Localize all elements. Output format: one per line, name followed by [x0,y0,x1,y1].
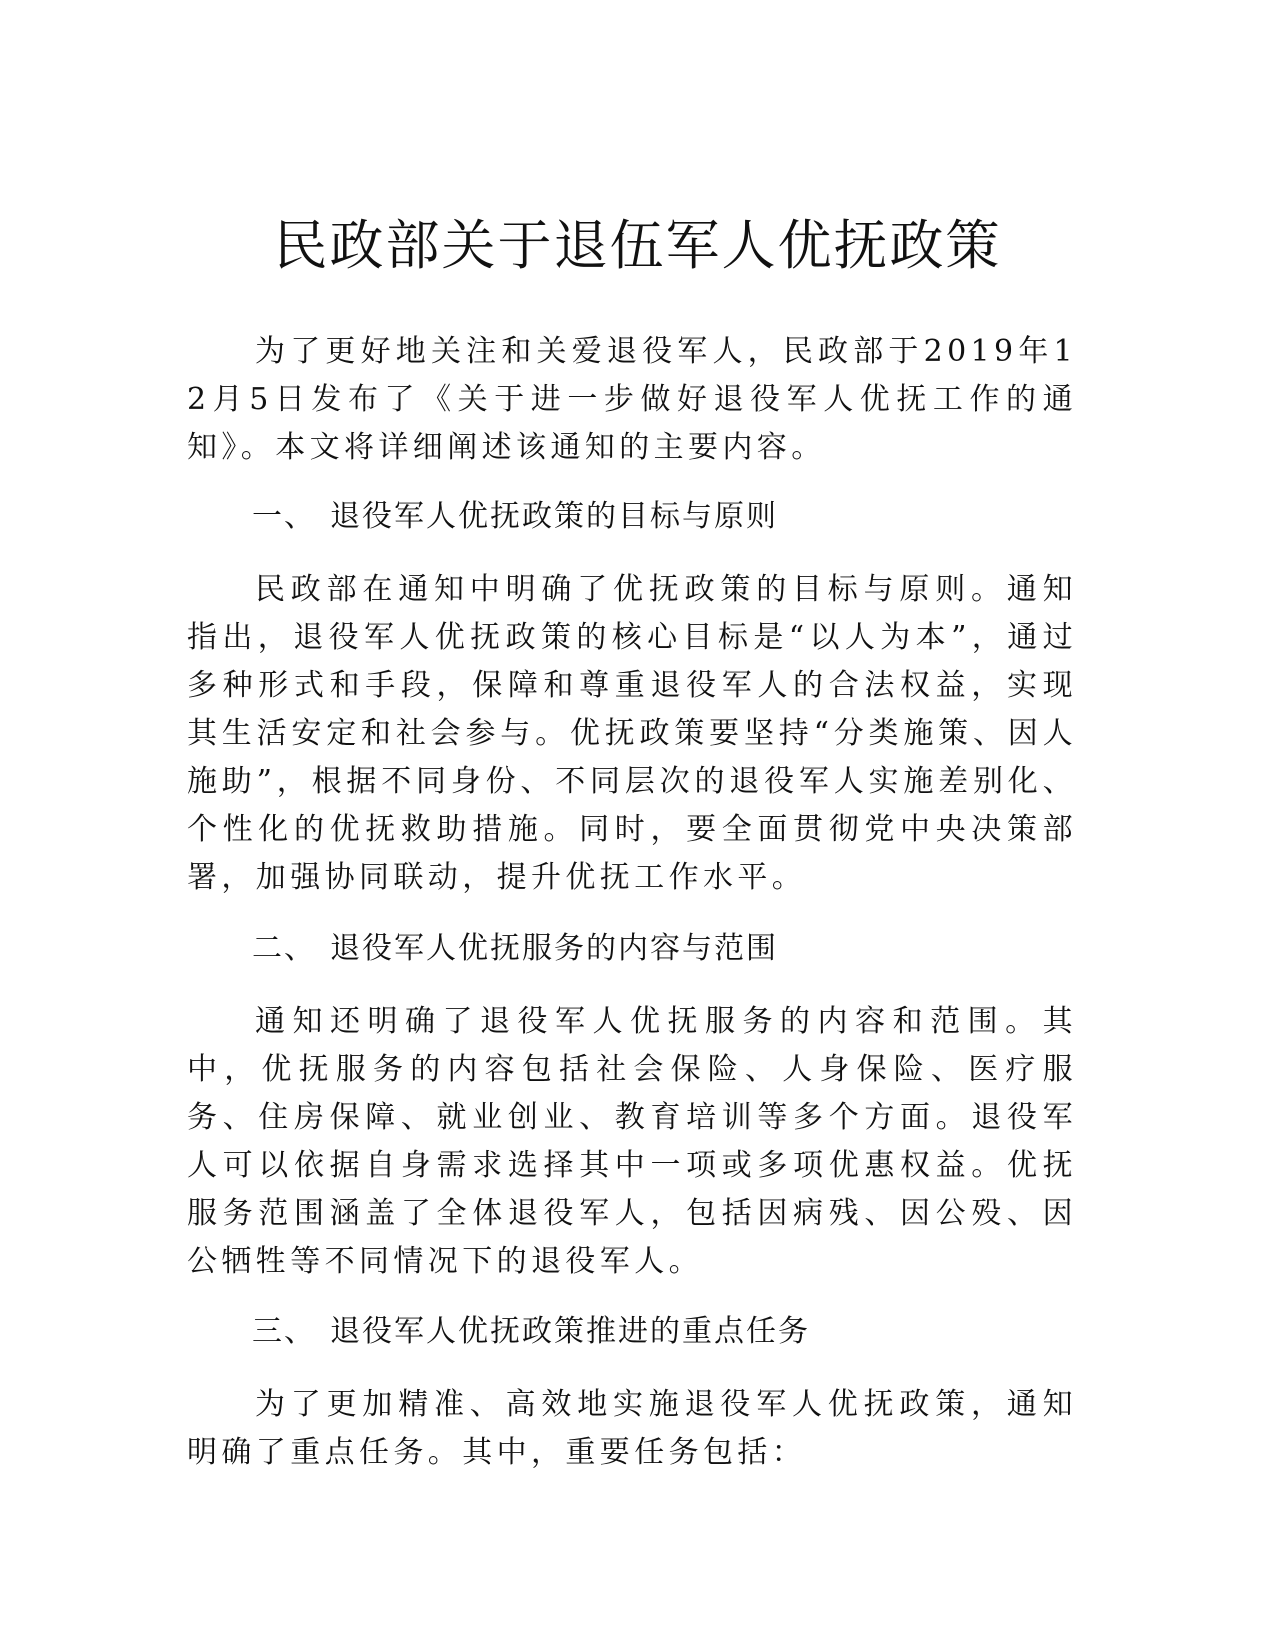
document-title: 民政部关于退伍军人优抚政策 [273,214,1002,277]
section-heading-text-1: 退役军人优抚政策的目标与原则 [330,499,778,534]
intro-paragraph: 为了更好地关注和关爱退役军人，民政部于2019年12月5日发布了《关于进一步做好退役军人优抚工作的通知》。本文将详细阐述该通知的主要内容。 [187,334,1077,465]
section-heading-2 [252,925,1072,973]
section-number-1: 一、 [252,499,316,534]
section-paragraph-3: 为了更加精准、高效地实施退役军人优抚政策，通知明确了重点任务。其中，重要任务包括： [187,1387,1077,1470]
section-number-2: 二、 [252,931,316,966]
section-number-3: 三、 [252,1314,316,1349]
section-heading-text-3: 退役军人优抚政策推进的重点任务 [330,1314,810,1349]
section-heading-1 [252,493,1072,541]
section-heading-text-2: 退役军人优抚服务的内容与范围 [330,931,778,966]
section-heading-3 [252,1308,1072,1356]
section-paragraph-1: 民政部在通知中明确了优抚政策的目标与原则。通知指出，退役军人优抚政策的核心目标是“以人为本”，通过多种形式和手段，保障和尊重退役军人的合法权益，实现其生活安定和社会参与。优抚政策要坚持“分类施策、因人施助”，根据不同身份、不同层次的退役军人实施差别化、个性化的优抚救助措施。同时，要全面贯彻党中央决策部署，加强协同联动，提升优抚工作水平。 [187,572,1077,895]
section-paragraph-2: 通知还明确了退役军人优抚服务的内容和范围。其中，优抚服务的内容包括社会保险、人身保险、医疗服务、住房保障、就业创业、教育培训等多个方面。退役军人可以依据自身需求选择其中一项或多项优惠权益。优抚服务范围涵盖了全体退役军人，包括因病残、因公殁、因公牺牲等不同情况下的退役军人。 [187,1004,1077,1279]
